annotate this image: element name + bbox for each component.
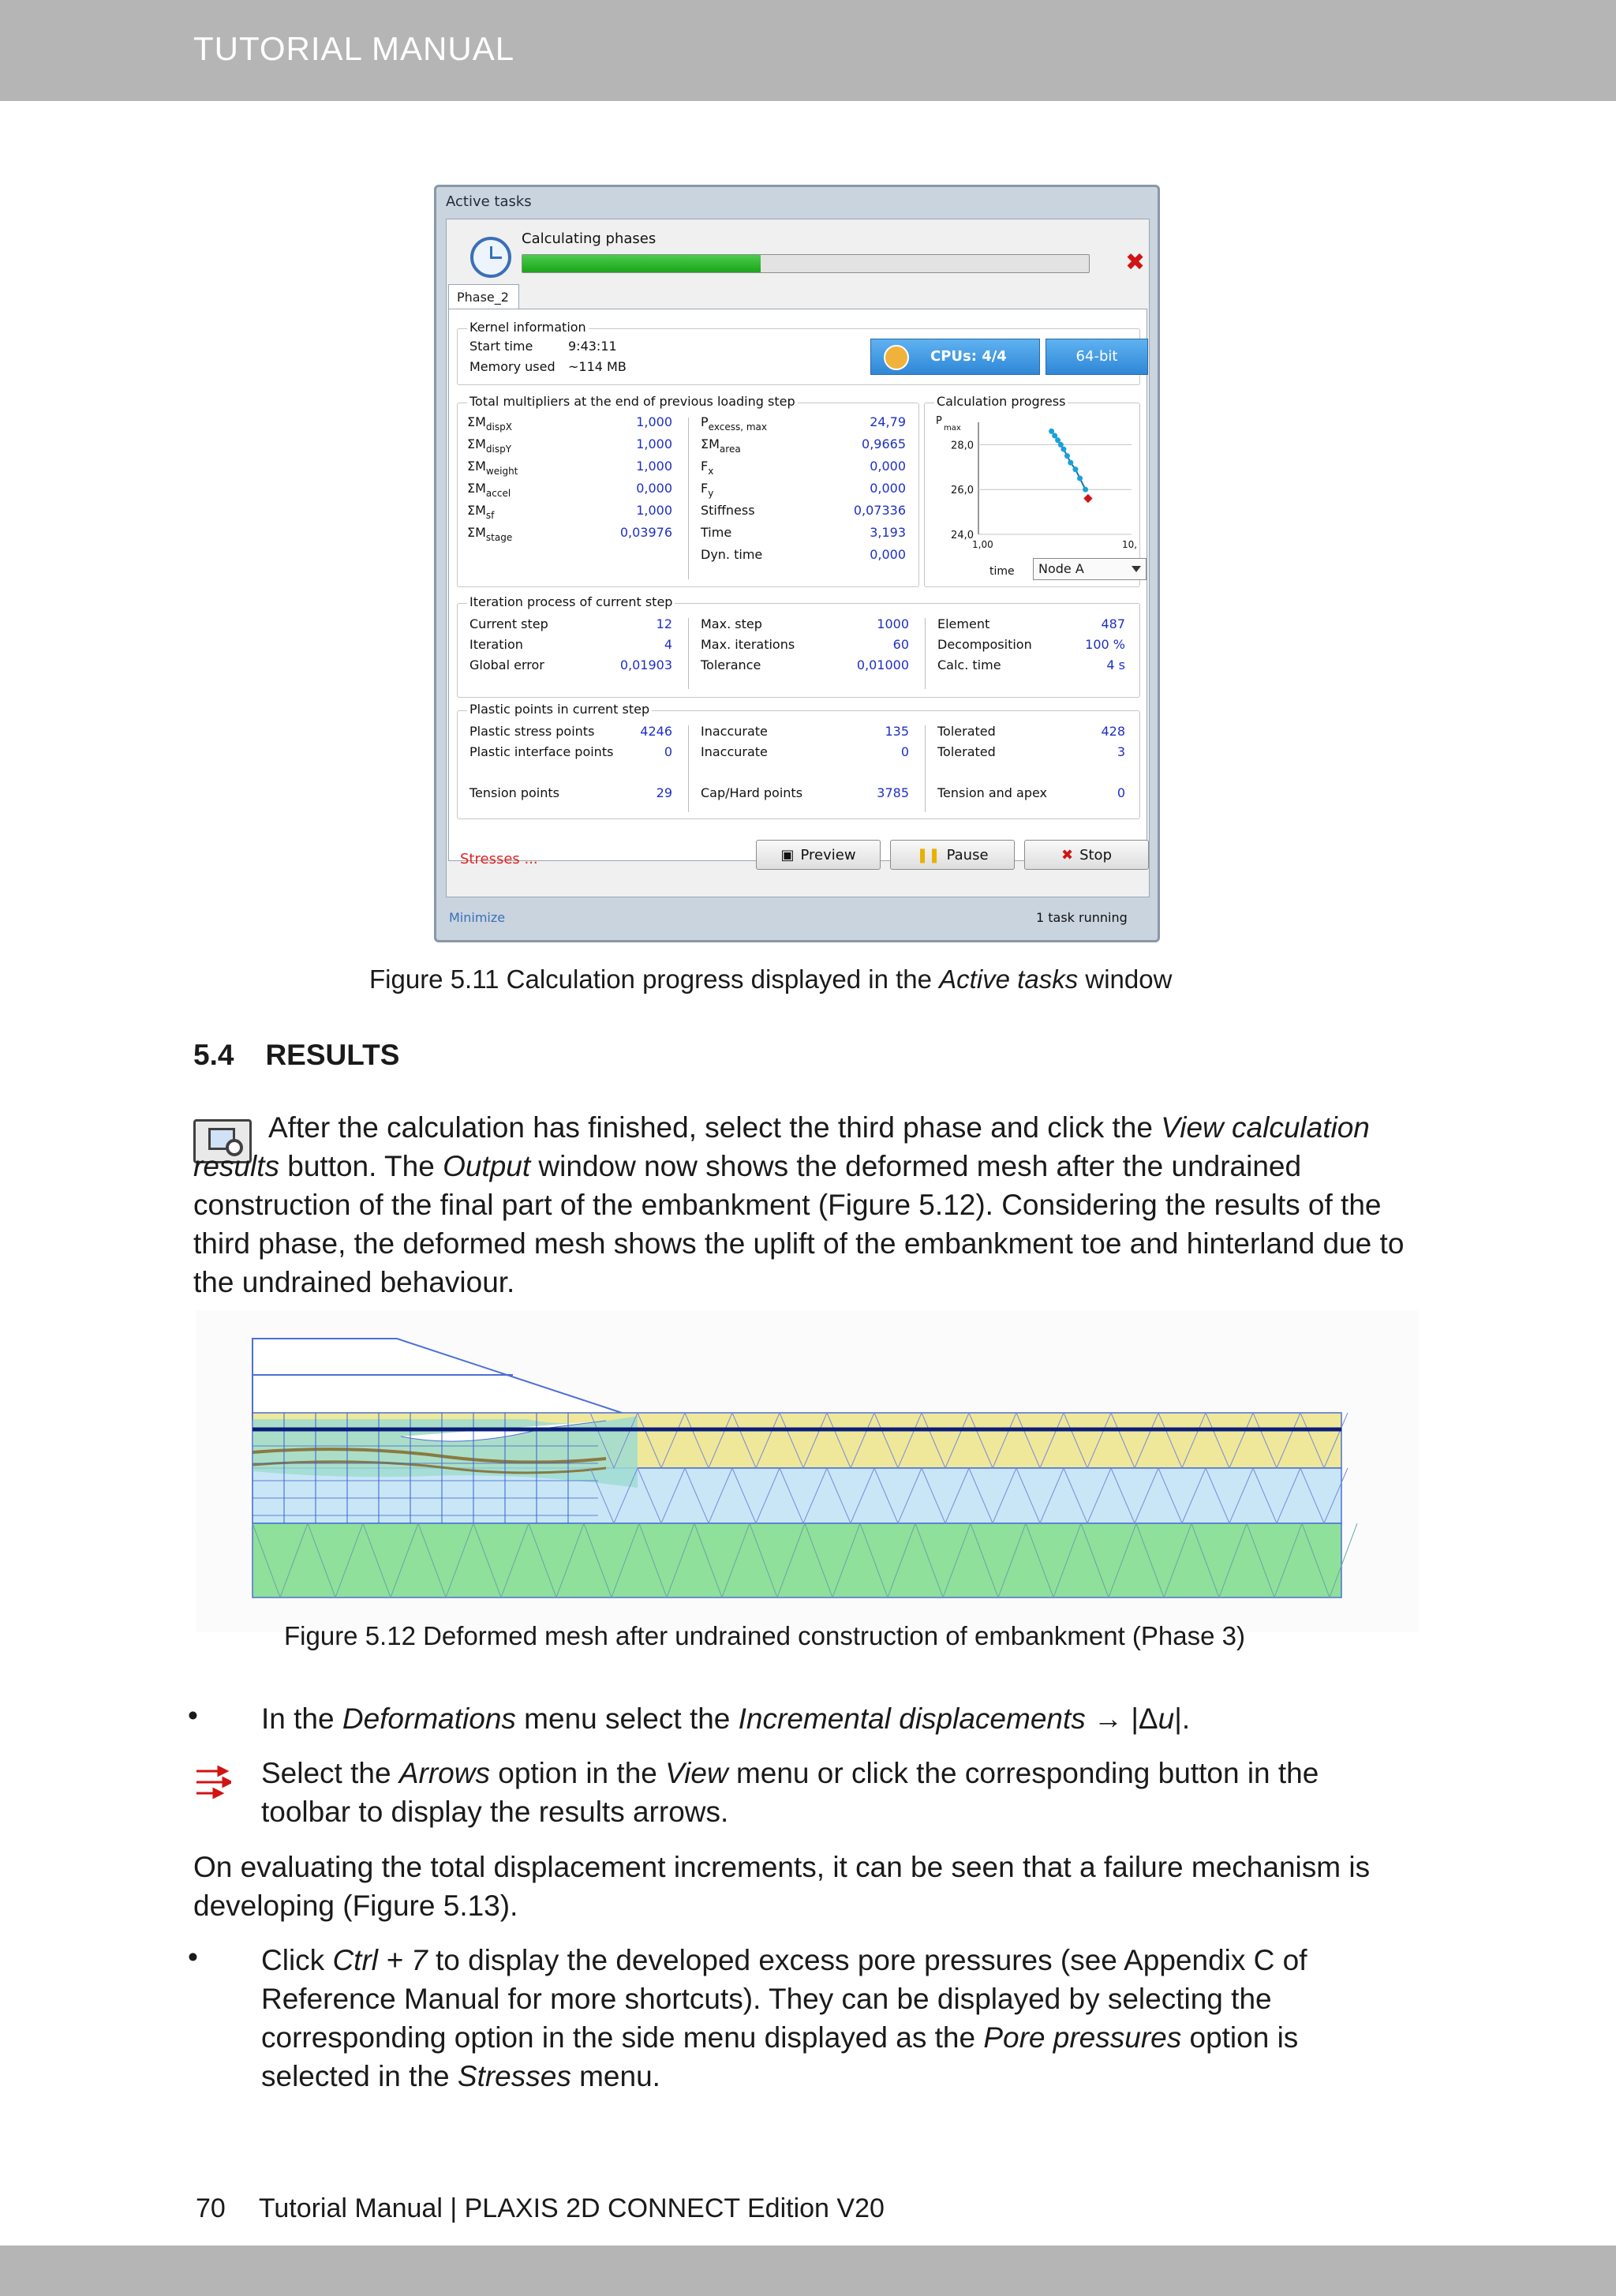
progress-fill [522, 255, 761, 272]
window-title: Active tasks [446, 193, 532, 210]
caption-text: window [1078, 964, 1173, 994]
field-value: 12 [656, 616, 672, 631]
divider [688, 418, 689, 579]
field-label: Tension and apex [937, 785, 1048, 800]
multiplier-value: 0,9665 [862, 436, 906, 451]
active-tasks-window [434, 185, 1160, 942]
plastic-title: Plastic points in current step [467, 702, 652, 717]
stop-button[interactable] [1024, 840, 1149, 870]
embankment-outline [252, 1339, 622, 1419]
field-label: Current step [469, 616, 548, 631]
field-label: Cap/Hard points [701, 785, 803, 800]
field-label: Calc. time [937, 657, 1001, 672]
multipliers-title: Total multipliers at the end of previous loading step [467, 394, 798, 409]
data-point [1077, 476, 1083, 481]
y-axis-sub: max [944, 424, 961, 433]
multiplier-sub: dispX [485, 421, 512, 433]
y-tick-label: 28,0 [951, 440, 974, 452]
tab-phase-2[interactable]: Phase_2 [448, 284, 519, 309]
data-point [1049, 429, 1054, 434]
field-label: Element [937, 616, 990, 631]
bullet-pore-pressures: Click Ctrl + 7 to display the developed excess pore pressures (see Appendix C of Reference Manual for more shortcuts). They can be displayed by selecting the corresponding option in the side menu displayed as the Pore pressures option is selected in the Stresses menu. [261, 1944, 1307, 2092]
field-label: Iteration [469, 637, 523, 652]
footer-band [0, 2245, 1616, 2296]
progress-bar [522, 254, 1090, 273]
current-point [1083, 494, 1092, 503]
preview-label: Preview [800, 847, 856, 863]
arrows-icon [193, 1762, 231, 1800]
multiplier-value: 1,000 [636, 459, 672, 474]
multiplier-label: $\Sigma M_{accel}$ [467, 481, 511, 499]
section-heading [193, 1039, 399, 1072]
y-tick-label: 26,0 [951, 485, 974, 497]
bullet-icon: • [188, 1699, 198, 1732]
multiplier-sub: weight [485, 466, 518, 477]
pause-icon: ❚❚ [916, 847, 941, 863]
bits-button[interactable]: 64-bit [1046, 339, 1148, 375]
figure-5-12-caption: Figure 5.12 Deformed mesh after undrained construction of embankment (Phase 3) [284, 1621, 1245, 1650]
node-select-value: Node A [1038, 561, 1084, 576]
failure-paragraph: On evaluating the total displacement increments, it can be seen that a failure mechanism is developing (Figure 5.13). [193, 1851, 1371, 1922]
start-time-value: 9:43:11 [568, 339, 617, 354]
multiplier-sub: dispY [485, 444, 512, 455]
plastic-group [457, 702, 1140, 819]
field-label: Tension points [469, 785, 559, 800]
y-tick-label: 24,0 [951, 530, 974, 541]
minimize-link[interactable]: Minimize [449, 910, 506, 925]
calculating-label: Calculating phases [522, 230, 656, 247]
start-time-label: Start time [469, 339, 533, 354]
field-label: Plastic interface points [469, 744, 614, 759]
multiplier-label: $P_{excess, max}$ [701, 414, 767, 433]
chevron-down-icon [1132, 566, 1141, 572]
cpus-label: CPUs: 4/4 [930, 348, 1007, 365]
x-tick-label: 10, [1122, 539, 1138, 550]
multiplier-sub: y [708, 488, 714, 499]
multiplier-value: 24,79 [870, 414, 906, 429]
field-value: 428 [1101, 724, 1125, 739]
divider [688, 725, 689, 812]
pause-button[interactable] [890, 840, 1015, 870]
field-label: Max. step [701, 616, 762, 631]
section-number: 5.4 [193, 1039, 234, 1071]
footer-text: Tutorial Manual | PLAXIS 2D CONNECT Edition V20 [258, 2193, 885, 2223]
x-tick-label: 1,00 [972, 539, 993, 550]
multiplier-sub: accel [485, 488, 511, 499]
multiplier-label: $\Sigma M_{sf}$ [467, 503, 495, 521]
field-label: Decomposition [937, 637, 1032, 652]
field-value: 487 [1101, 616, 1125, 631]
window-client [446, 219, 1150, 897]
multiplier-sub: stage [485, 532, 513, 543]
field-value: 135 [885, 724, 909, 739]
data-point [1060, 447, 1066, 452]
multiplier-label: Time [701, 525, 732, 540]
memory-value: ~114 MB [568, 359, 627, 374]
data-point [1068, 460, 1073, 466]
field-label: Inaccurate [701, 744, 768, 759]
preview-icon: ▣ [780, 847, 795, 863]
stop-label: Stop [1079, 847, 1112, 863]
caption-italic: Active tasks [939, 964, 1079, 994]
multiplier-value: 0,000 [636, 481, 672, 496]
calc-progress-title: Calculation progress [934, 394, 1068, 409]
divider [925, 618, 926, 689]
kernel-title: Kernel information [467, 320, 589, 335]
kernel-group [457, 320, 1140, 385]
divider [925, 725, 926, 812]
multiplier-sub: excess, max [708, 421, 767, 433]
progress-chart [925, 408, 1139, 566]
multiplier-sub: area [719, 444, 741, 455]
field-value: 1000 [877, 616, 909, 631]
stop-icon: ✖ [1060, 847, 1074, 863]
memory-label: Memory used [469, 359, 556, 374]
page-number: 70 [196, 2193, 226, 2223]
bullet-deformations: In the Deformations menu select the Incremental displacements → |Δu|. [261, 1702, 1191, 1735]
multiplier-label: Dyn. time [701, 547, 763, 562]
multiplier-label: $F_y$ [701, 481, 714, 499]
phase-panel [448, 309, 1147, 861]
data-point [1052, 433, 1057, 439]
y-axis-label: P [936, 415, 942, 427]
results-paragraph: After the calculation has finished, select the third phase and click the View calculation results button. The Output window now shows the deformed mesh after the undrained construction of the final part of the embankment (Figure 5.12). Considering the results of the third phase, the deformed mesh shows the uplift of the embankment toe and hinterland due to the undrained behaviour. [193, 1111, 1405, 1298]
bullet-icon: • [188, 1941, 198, 1973]
field-value: 3 [1117, 744, 1125, 759]
deformed-mesh [196, 1310, 1419, 1632]
multiplier-sub: x [708, 466, 714, 477]
field-label: Plastic stress points [469, 724, 595, 739]
field-value: 4 [664, 637, 672, 652]
multiplier-label: $\Sigma M_{dispY}$ [467, 436, 512, 455]
bullet-arrows: Select the Arrows option in the View menu or click the corresponding button in the toolbar to display the results arrows. [261, 1757, 1319, 1828]
data-point [1072, 466, 1078, 472]
figure-5-11-caption [369, 964, 1172, 994]
multiplier-value: 0,000 [870, 481, 906, 496]
multiplier-label: $\Sigma M_{weight}$ [467, 459, 518, 477]
multiplier-value: 0,000 [870, 547, 906, 562]
multiplier-value: 0,03976 [619, 525, 672, 540]
multiplier-value: 1,000 [636, 503, 672, 518]
field-label: Tolerated [937, 744, 996, 759]
multiplier-label: Stiffness [701, 503, 755, 518]
field-label: Max. iterations [701, 637, 795, 652]
preview-button[interactable] [756, 840, 881, 870]
field-value: 0,01000 [856, 657, 909, 672]
divider [688, 618, 689, 689]
field-value: 100 % [1085, 637, 1125, 652]
multiplier-value: 1,000 [636, 414, 672, 429]
field-value: 60 [892, 637, 909, 652]
multiplier-sub: sf [485, 510, 495, 521]
node-select[interactable] [1033, 558, 1147, 580]
running-header: TUTORIAL MANUAL [193, 30, 515, 67]
multiplier-value: 0,000 [870, 459, 906, 474]
time-label: time [989, 565, 1015, 578]
tasks-running: 1 task running [1036, 910, 1128, 925]
field-value: 0,01903 [619, 657, 672, 672]
field-value: 3785 [877, 785, 909, 800]
gauge-icon [884, 345, 909, 370]
caption-text: Figure 5.11 Calculation progress displayed in the [369, 964, 940, 994]
multiplier-value: 0,07336 [853, 503, 906, 518]
cpus-button[interactable] [870, 339, 1040, 375]
field-value: 4246 [640, 724, 672, 739]
data-point [1083, 487, 1088, 493]
multiplier-value: 3,193 [870, 525, 906, 540]
stresses-status: Stresses ... [460, 851, 538, 867]
pause-label: Pause [946, 847, 989, 863]
page-footer [196, 2193, 885, 2224]
multiplier-label: $\Sigma M_{dispX}$ [467, 414, 512, 433]
field-label: Tolerance [701, 657, 761, 672]
field-value: 0 [1117, 785, 1125, 800]
multiplier-label: $F_x$ [701, 459, 714, 477]
multiplier-label: $\Sigma M_{area}$ [701, 436, 741, 455]
deformed-mesh-figure [196, 1310, 1419, 1632]
field-label: Tolerated [937, 724, 996, 739]
iteration-group [457, 594, 1140, 698]
close-task-icon[interactable]: ✖ [1125, 249, 1146, 276]
multiplier-value: 1,000 [636, 436, 672, 451]
field-value: 0 [900, 744, 909, 759]
field-value: 0 [664, 744, 672, 759]
field-value: 29 [656, 785, 672, 800]
section-title: RESULTS [265, 1039, 400, 1071]
multipliers-group [457, 394, 919, 587]
field-value: 4 s [1106, 657, 1125, 672]
field-label: Global error [469, 657, 544, 672]
iteration-title: Iteration process of current step [467, 594, 675, 609]
field-label: Inaccurate [701, 724, 768, 739]
header-band [0, 0, 1616, 101]
multiplier-label: $\Sigma M_{stage}$ [467, 525, 513, 543]
calc-progress-group [924, 394, 1140, 587]
clock-icon [470, 237, 511, 278]
data-point [1064, 453, 1070, 459]
